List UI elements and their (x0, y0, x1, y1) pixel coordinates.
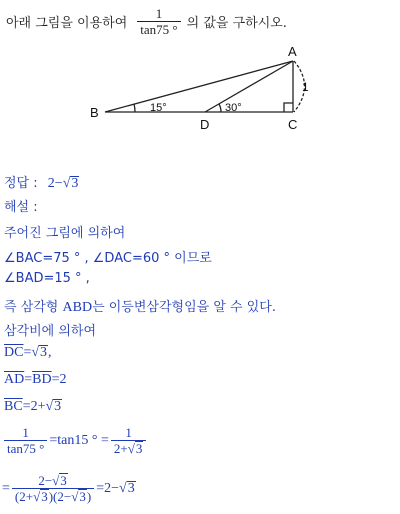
angle-arc-D (219, 104, 221, 112)
sqrt-radicand: 3 (127, 480, 135, 496)
explanation-line-1: 주어진 그림에 의하여 (4, 226, 126, 241)
label-C: C (288, 117, 298, 132)
l10-den-a: (2+ (14, 489, 34, 504)
sqrt-radicand: 3 (60, 473, 67, 488)
sqrt-symbol: √3 (71, 489, 86, 504)
l9-mid: =tan15 ° = (49, 432, 109, 448)
right-angle-mark (284, 103, 293, 112)
sqrt-symbol: √3 (119, 480, 135, 496)
explanation-line-2: ∠BAC=75 ° , ∠DAC=60 ° 이므로 (4, 251, 212, 266)
answer-label: 정답 : (4, 176, 38, 191)
explanation-line-4 (4, 296, 276, 316)
l10-eq: = (2, 480, 10, 496)
l4-text-a: 즉 삼각형 (4, 300, 63, 315)
angle-label-D: 30° (225, 102, 242, 114)
l9-num: 1 (22, 425, 29, 440)
sqrt-symbol: √3 (62, 176, 79, 191)
angle-label-B: 15° (150, 102, 167, 114)
explanation-header: 해설 : (4, 200, 38, 215)
sqrt-radicand: 3 (135, 441, 143, 456)
l10-num-a: 2− (38, 473, 53, 488)
label-D: D (200, 117, 210, 132)
angle-arc-B (134, 104, 135, 112)
sqrt-symbol: √3 (45, 399, 62, 414)
sqrt-radicand: 3 (54, 399, 62, 414)
sqrt-symbol: √3 (31, 345, 48, 360)
label-B: B (90, 105, 99, 120)
segment-DA (205, 61, 293, 112)
segment-BC-text: $\overline{BC}$ (4, 399, 23, 414)
l6-end: , (48, 345, 52, 360)
answer-value (48, 176, 80, 191)
explanation-line-8 (4, 399, 62, 415)
explanation-line-5: 삼각비에 의하여 (4, 324, 97, 339)
l9-den2 (111, 440, 146, 456)
l10-fraction (12, 473, 94, 504)
l9-fraction-1 (4, 425, 47, 456)
segment-BA (105, 61, 293, 112)
question-prefix: 아래 그림을 이용하여 (6, 16, 128, 31)
l4-text-c: 는 이등변삼각형임을 알 수 있다. (92, 300, 276, 315)
l9-fraction-2 (111, 425, 146, 456)
l10-den-b: )(2− (48, 489, 72, 504)
sqrt-radicand: 3 (41, 489, 48, 504)
explanation-line-3: ∠BAD=15 ° , (4, 271, 90, 286)
l9-den: tan75 ° (4, 440, 47, 456)
sqrt-radicand: 3 (71, 176, 79, 191)
l8-eq: =2+ (22, 399, 46, 414)
segment-DC: $\overline{DC}$ (4, 345, 24, 360)
explanation-line-7 (4, 372, 67, 388)
question-line (6, 6, 287, 37)
l9-den2-a: 2+ (113, 441, 128, 456)
question-frac-num: 1 (155, 6, 163, 21)
sqrt-symbol: √3 (52, 473, 67, 488)
triangle-figure (80, 40, 320, 135)
l7-end: =2 (51, 372, 67, 387)
l4-triangle-name: ABD (62, 300, 93, 315)
label-A: A (288, 44, 297, 59)
question-suffix: 의 값을 구하시오. (186, 16, 287, 31)
l7-eq: = (24, 372, 33, 387)
sqrt-symbol: √3 (127, 441, 143, 456)
l10-den (12, 488, 94, 504)
segment-AD: $\overline{AD}$ (4, 372, 25, 387)
answer-value-a: 2− (47, 176, 63, 191)
sqrt-radicand: 3 (79, 489, 86, 504)
answer-line (4, 172, 79, 192)
sqrt-symbol: √3 (33, 489, 48, 504)
explanation-line-10 (2, 473, 136, 504)
l10-num (35, 473, 70, 488)
l10-den-c: ) (86, 489, 92, 504)
segment-BD: $\overline{BD}$ (32, 372, 52, 387)
l9-num2: 1 (125, 425, 132, 440)
l10-result: =2− (96, 480, 119, 496)
explanation-line-6 (4, 345, 52, 361)
explanation-line-9 (2, 425, 148, 456)
l6-eq: = (23, 345, 32, 360)
side-label-AC: 1 (302, 80, 309, 94)
question-frac-den: tan75 ° (137, 21, 180, 37)
sqrt-radicand: 3 (40, 345, 48, 360)
question-fraction (137, 6, 180, 37)
